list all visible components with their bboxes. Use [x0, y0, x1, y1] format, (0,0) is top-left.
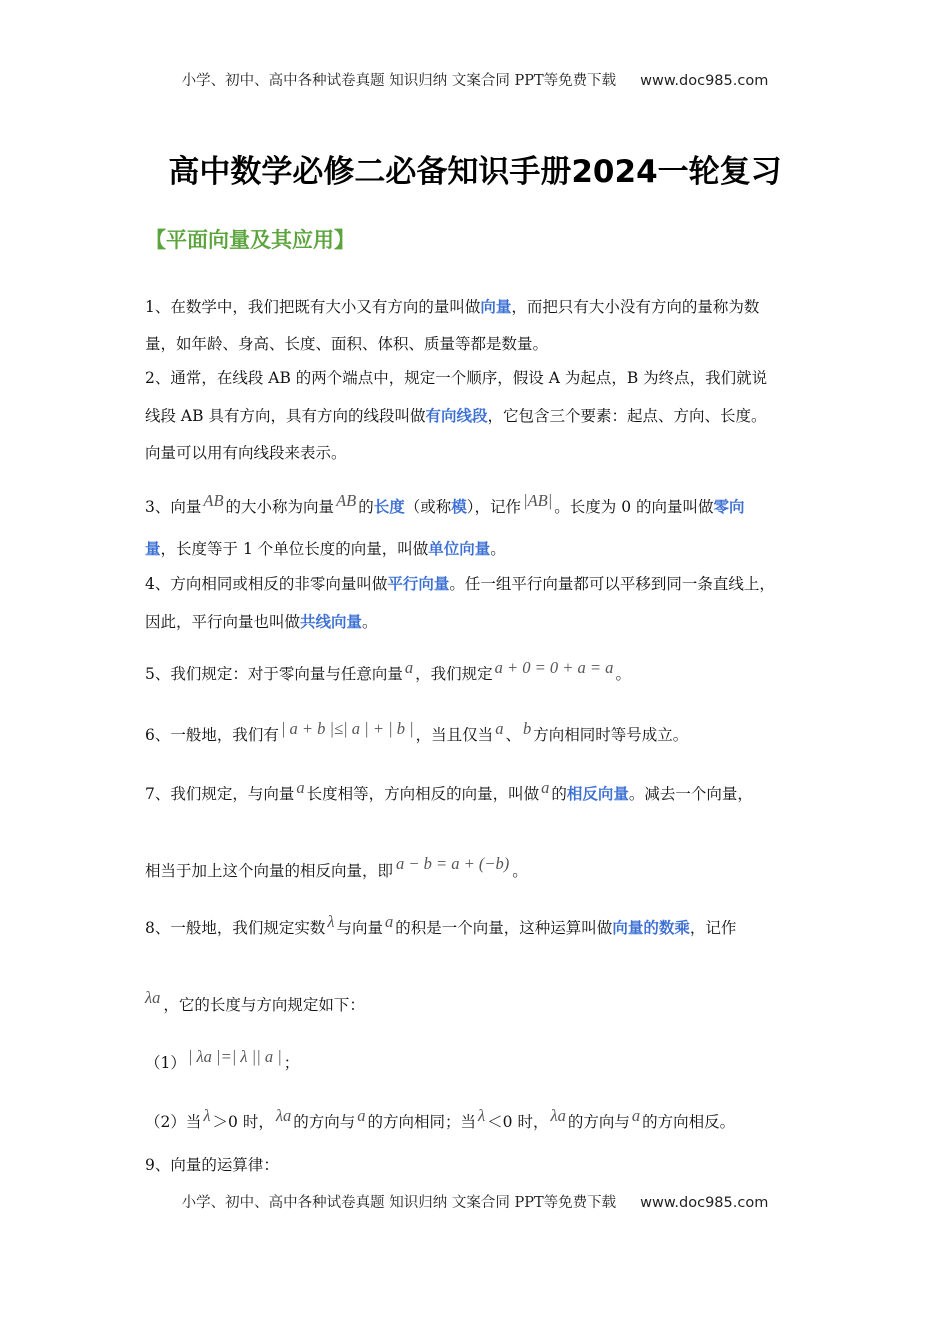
- math-expr: AB: [203, 491, 224, 510]
- text: 1、在数学中，我们把既有大小又有方向的量叫做: [145, 298, 481, 316]
- math-expr: a: [495, 719, 504, 738]
- p8-item2: [145, 1106, 736, 1132]
- math-expr: λ: [478, 1106, 486, 1125]
- section-heading: 【平面向量及其应用】: [145, 228, 355, 252]
- text: 。减去一个向量，: [628, 785, 753, 803]
- text: 相当于加上这个向量的相反向量，即: [145, 862, 394, 880]
- text: 的大小称为向量: [225, 498, 335, 516]
- p5-line1: [145, 658, 631, 684]
- math-expr: b: [522, 719, 532, 738]
- footer-url[interactable]: www.doc985.com: [640, 1195, 769, 1211]
- footer-text: 小学、初中、高中各种试卷真题 知识归纳 文案合同 PPT等免费下载: [181, 1195, 617, 1211]
- p2-line2: [145, 406, 766, 426]
- p1-line1: [145, 297, 759, 317]
- text: 长度相等，方向相反的向量，叫做: [306, 785, 540, 803]
- text: 。任一组平行向量都可以平移到同一条直线上，: [449, 575, 775, 593]
- text: 的方向相反。: [642, 1113, 736, 1131]
- p2-line3: 向量可以用有向线段来表示。: [145, 444, 347, 462]
- math-expr: λ: [327, 912, 335, 931]
- text: 6、一般地，我们有: [145, 726, 279, 744]
- text: ＞0 时，: [212, 1113, 274, 1131]
- text: 。: [615, 665, 631, 683]
- text: 的方向与: [567, 1113, 630, 1131]
- keyword: 平行向量: [387, 575, 450, 593]
- math-expr: a: [631, 1106, 641, 1125]
- keyword: 模: [451, 498, 467, 516]
- text: 的积是一个向量，这种运算叫做: [395, 919, 613, 937]
- math-expr: λa: [145, 988, 161, 1007]
- math-expr: | λa |=| λ || a |: [187, 1047, 282, 1066]
- keyword: 长度: [373, 498, 405, 516]
- page-footer: [0, 1191, 950, 1212]
- p6-line1: [145, 719, 689, 745]
- text: 。: [362, 613, 378, 631]
- text: ，我们规定: [415, 665, 493, 683]
- text: 的方向相同；当: [367, 1113, 477, 1131]
- text: 方向相同时等号成立。: [533, 726, 689, 744]
- text: ），记作: [466, 498, 522, 516]
- text: ，它的长度与方向规定如下：: [163, 996, 365, 1014]
- p1-line2: 量，如年龄、身高、长度、面积、体积、质量等都是数量。: [145, 335, 549, 353]
- text: 4、方向相同或相反的非零向量叫做: [145, 575, 388, 593]
- header-url[interactable]: www.doc985.com: [640, 73, 769, 89]
- text: 的: [551, 785, 567, 803]
- keyword: 向量的数乘: [612, 919, 690, 937]
- p2-line1: 2、通常，在线段 AB 的两个端点中，规定一个顺序，假设 A 为起点，B 为终点，我们就说: [145, 369, 768, 387]
- math-expr: λa: [275, 1106, 292, 1125]
- keyword: 单位向量: [428, 540, 491, 558]
- p7-line1: [145, 778, 753, 804]
- keyword: 量: [145, 540, 161, 558]
- header-text: 小学、初中、高中各种试卷真题 知识归纳 文案合同 PPT等免费下载: [181, 73, 617, 89]
- keyword: 共线向量: [300, 613, 363, 631]
- text: 、: [505, 726, 521, 744]
- math-expr: λ: [203, 1106, 211, 1125]
- text: 因此，平行向量也叫做: [145, 613, 301, 631]
- math-expr: | a + b |≤| a | + | b |: [280, 719, 414, 738]
- text: 的: [358, 498, 374, 516]
- text: 与向量: [336, 919, 384, 937]
- text: 的方向与: [293, 1113, 356, 1131]
- text: ，它包含三个要素：起点、方向、长度。: [487, 407, 767, 425]
- math-expr: a + 0 = 0 + a = a: [494, 658, 614, 677]
- text: 7、我们规定，与向量: [145, 785, 295, 803]
- p9-line1: 9、向量的运算律：: [145, 1156, 279, 1174]
- page-header: [0, 69, 950, 90]
- text: （1）: [145, 1054, 186, 1072]
- p3-line1: [145, 491, 745, 517]
- text: ，当且仅当: [415, 726, 494, 744]
- keyword: 有向线段: [425, 407, 488, 425]
- text: ，长度等于 1 个单位长度的向量，叫做: [160, 540, 429, 558]
- text: ，而把只有大小没有方向的量称为数: [511, 298, 760, 316]
- document-title: 高中数学必修二必备知识手册2024一轮复习: [168, 154, 782, 190]
- math-expr: a − b = a + (−b): [396, 854, 510, 873]
- text: 线段 AB 具有方向，具有方向的线段叫做: [145, 407, 426, 425]
- text: ；: [283, 1054, 300, 1072]
- keyword: 零向: [713, 498, 745, 516]
- keyword: 相反向量: [566, 785, 629, 803]
- p4-line2: [145, 612, 378, 632]
- math-expr: a: [357, 1106, 366, 1125]
- text: ＜0 时，: [487, 1113, 549, 1131]
- math-expr: a: [404, 658, 414, 677]
- p8-line1: [145, 912, 737, 938]
- text: 。: [512, 862, 528, 880]
- math-expr: AB: [336, 491, 357, 510]
- p3-line2: [145, 539, 506, 559]
- p4-line1: [145, 574, 775, 594]
- math-expr: λa: [550, 1106, 566, 1125]
- text: （2）当: [145, 1113, 202, 1131]
- text: 8、一般地，我们规定实数: [145, 919, 326, 937]
- text: 3、向量: [145, 498, 202, 516]
- text: ，记作: [689, 919, 737, 937]
- text: 5、我们规定：对于零向量与任意向量: [145, 665, 403, 683]
- text: 。长度为 0 的向量叫做: [554, 498, 714, 516]
- p7-line2: [145, 854, 528, 881]
- p8-line2: [145, 988, 365, 1015]
- math-expr: |AB|: [523, 491, 553, 510]
- math-expr: a: [541, 778, 550, 797]
- text: （或称: [404, 498, 452, 516]
- text: 。: [490, 540, 506, 558]
- math-expr: a: [385, 912, 394, 931]
- p8-item1: [145, 1047, 300, 1073]
- keyword: 向量: [480, 298, 512, 316]
- math-expr: a: [296, 778, 305, 797]
